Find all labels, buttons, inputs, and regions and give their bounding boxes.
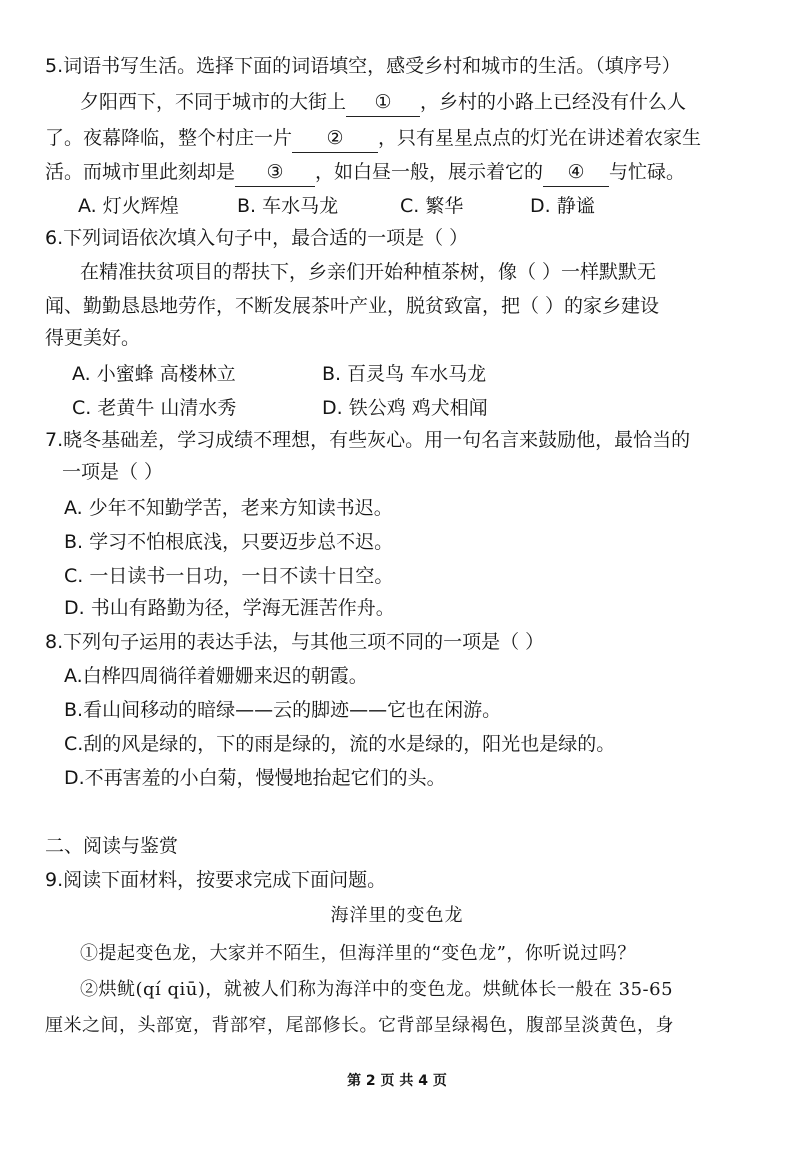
blank-1[interactable]: ① — [346, 88, 420, 117]
q5-text: 与忙碌。 — [609, 161, 686, 183]
page-number: 第 2 页 共 4 页 — [347, 1073, 447, 1089]
q5-text: ，乡村的小路上已经没有什么人 — [420, 91, 687, 113]
q7-stem-cont: 一项是（ ） — [62, 461, 164, 483]
q5-line-1 — [80, 88, 686, 117]
q6-option-d[interactable]: D. 铁公鸡 鸡犬相闻 — [322, 397, 488, 419]
q7-option-b[interactable]: B. 学习不怕根底浅，只要迈步总不迟。 — [64, 531, 394, 553]
q5-option-b[interactable]: B. 车水马龙 — [237, 195, 339, 217]
q5-text: ，只有星星点点的灯光在讲述着农家生 — [378, 127, 702, 149]
q6-line-2: 闻、勤勤恳恳地劳作，不断发展茶叶产业，脱贫致富，把（ ）的家乡建设 — [45, 295, 660, 317]
q6-stem: 6.下列词语依次填入句子中，最合适的一项是（ ） — [45, 227, 469, 249]
q5-option-d[interactable]: D. 静谧 — [530, 195, 595, 217]
q5-text: ，如白昼一般，展示着它的 — [315, 161, 544, 183]
q9-stem: 9.阅读下面材料，按要求完成下面问题。 — [45, 869, 387, 891]
q6-line-3: 得更美好。 — [45, 327, 141, 349]
q5-stem: 5.词语书写生活。选择下面的词语填空，感受乡村和城市的生活。（填序号） — [45, 55, 681, 77]
q6-option-b[interactable]: B. 百灵鸟 车水马龙 — [322, 363, 487, 385]
passage-paragraph-2-cont: 厘米之间，头部宽，背部窄，尾部修长。它背部呈绿褐色，腹部呈淡黄色，身 — [45, 1015, 674, 1036]
q8-option-d[interactable]: D.不再害羞的小白菊，慢慢地抬起它们的头。 — [64, 767, 446, 789]
q5-line-2 — [45, 124, 701, 153]
q5-text: 活。而城市里此刻却是 — [45, 161, 236, 183]
q8-option-b[interactable]: B.看山间移动的暗绿——云的脚迹——它也在闲游。 — [64, 699, 502, 721]
q6-option-a[interactable]: A. 小蜜蜂 高楼林立 — [72, 363, 236, 385]
section-heading: 二、阅读与鉴赏 — [45, 835, 179, 857]
q7-option-a[interactable]: A. 少年不知勤学苦，老来方知读书迟。 — [64, 497, 393, 519]
q8-option-a[interactable]: A.白桦四周徜徉着姗姗来迟的朝霞。 — [64, 665, 368, 687]
blank-2[interactable]: ② — [292, 124, 378, 153]
q5-text: 了。夜幕降临，整个村庄一片 — [45, 127, 293, 149]
blank-3[interactable]: ③ — [235, 158, 315, 187]
passage-paragraph-2: ②烘鱿(qí qiū)，就被人们称为海洋中的变色龙。烘鱿体长一般在 35-65 — [80, 979, 674, 1000]
passage-paragraph-1: ①提起变色龙，大家并不陌生，但海洋里的“变色龙”，你听说过吗？ — [80, 943, 636, 964]
q7-option-c[interactable]: C. 一日读书一日功，一日不读十日空。 — [64, 565, 394, 587]
q7-stem: 7.晓冬基础差，学习成绩不理想，有些灰心。用一句名言来鼓励他，最恰当的 — [45, 429, 691, 451]
q5-text: 夕阳西下，不同于城市的大街上 — [80, 91, 347, 113]
q5-option-c[interactable]: C. 繁华 — [400, 195, 464, 217]
q5-option-a[interactable]: A. 灯火辉煌 — [78, 195, 179, 217]
q7-option-d[interactable]: D. 书山有路勤为径，学海无涯苦作舟。 — [64, 597, 395, 619]
q6-line-1: 在精准扶贫项目的帮扶下，乡亲们开始种植茶树，像（ ）一样默默无 — [80, 261, 657, 283]
passage-title: 海洋里的变色龙 — [330, 905, 464, 926]
blank-4[interactable]: ④ — [543, 158, 609, 187]
q8-stem: 8.下列句子运用的表达手法，与其他三项不同的一项是（ ） — [45, 631, 545, 653]
q5-line-3 — [45, 158, 685, 187]
q6-option-c[interactable]: C. 老黄牛 山清水秀 — [72, 397, 237, 419]
q8-option-c[interactable]: C.刮的风是绿的，下的雨是绿的，流的水是绿的，阳光也是绿的。 — [64, 733, 616, 755]
